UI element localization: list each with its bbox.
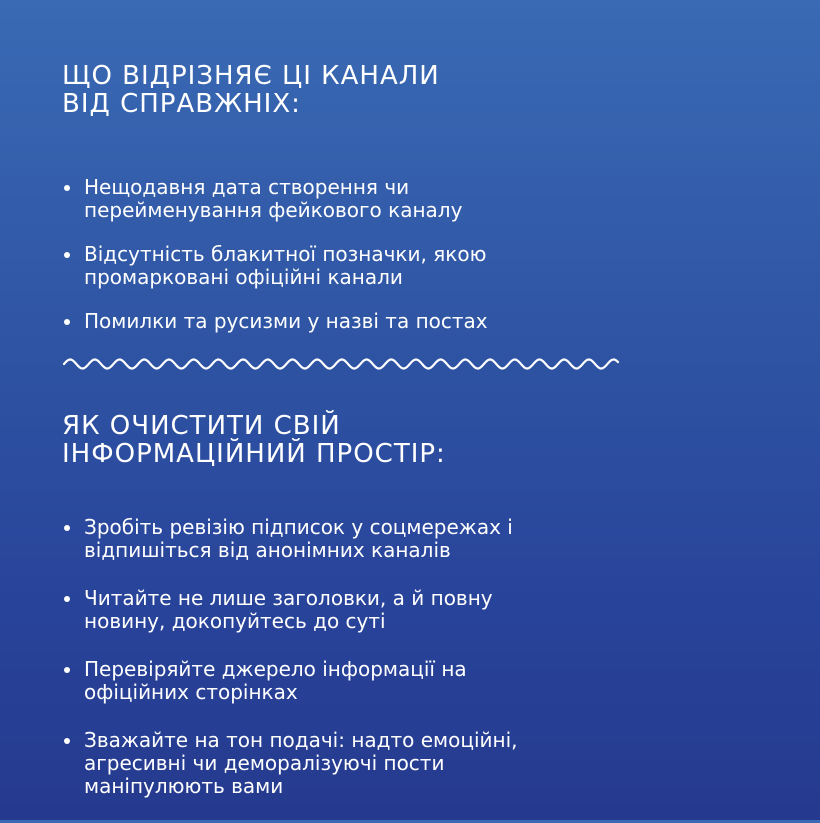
list-item-line: новину, докопуйтесь до суті (84, 609, 386, 633)
list-item (62, 729, 702, 798)
list-item (62, 587, 702, 633)
list-item (62, 516, 702, 562)
list-item-line: офіційних сторінках (84, 680, 298, 704)
wave-divider-icon (62, 356, 622, 372)
list-item-line: промарковані офіційні канали (84, 265, 403, 289)
fake-channel-signs-list (62, 176, 702, 333)
list-item-line: Читайте не лише заголовки, а й повну (84, 586, 493, 610)
heading-line: ВІД СПРАВЖНІХ: (62, 89, 301, 119)
heading-line: ІНФОРМАЦІЙНИЙ ПРОСТІР: (62, 439, 446, 469)
list-item-line: Відсутність блакитної позначки, якою (84, 242, 487, 266)
list-item-line: Помилки та русизми у назві та постах (84, 309, 488, 333)
list-item (62, 658, 702, 704)
list-item-line: Зробіть ревізію підписок у соцмережах і (84, 515, 513, 539)
list-item-line: агресивні чи деморалізуючі пости (84, 751, 445, 775)
section-1-heading (62, 62, 702, 118)
list-item (62, 310, 702, 333)
heading-line: ЩО ВІДРІЗНЯЄ ЦІ КАНАЛИ (62, 61, 440, 91)
infographic-content (62, 62, 702, 823)
heading-line: ЯК ОЧИСТИТИ СВІЙ (62, 411, 341, 441)
list-item-line: Зважайте на тон подачі: надто емоційні, (84, 728, 518, 752)
list-item-line: відпишіться від анонімних каналів (84, 538, 451, 562)
list-item-line: маніпулюють вами (84, 774, 284, 798)
list-item-line: Нещодавня дата створення чи (84, 175, 410, 199)
section-2-heading (62, 412, 702, 468)
list-item (62, 243, 702, 289)
info-hygiene-tips-list (62, 516, 702, 798)
list-item-line: Перевіряйте джерело інформації на (84, 657, 467, 681)
list-item-line: перейменування фейкового каналу (84, 198, 463, 222)
list-item (62, 176, 702, 222)
